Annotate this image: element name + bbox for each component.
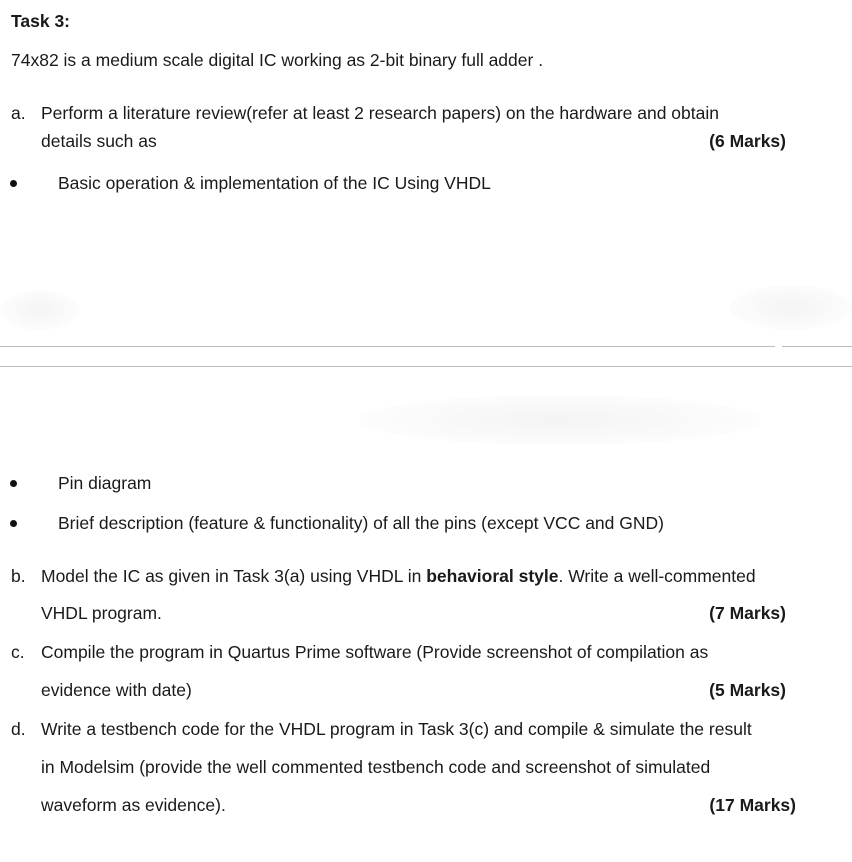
bullet-icon: [10, 520, 17, 527]
part-d-line2: in Modelsim (provide the well commented testbench code and screenshot of simulated: [41, 757, 711, 777]
part-d-marks: (17 Marks): [709, 795, 796, 815]
part-a-marker: a.: [11, 103, 26, 123]
part-b-line1-post: . Write a well-commented: [558, 566, 756, 586]
page-divider: [0, 366, 852, 367]
bullet-item-pin-diagram: Pin diagram: [58, 473, 152, 493]
scan-smudge: [360, 395, 760, 445]
page-divider: [0, 346, 775, 347]
part-b-line2: VHDL program.: [41, 603, 162, 623]
bullet-item-basic-operation: Basic operation & implementation of the IC Using VHDL: [58, 173, 491, 193]
part-b-line1-bold: behavioral style: [426, 566, 559, 586]
part-a-line1: Perform a literature review(refer at least 2 research papers) on the hardware and obtain: [41, 103, 719, 123]
part-b-marker: b.: [11, 566, 26, 586]
part-a-line2: details such as: [41, 131, 157, 151]
page-divider: [782, 346, 852, 347]
part-c-line2: evidence with date): [41, 680, 192, 700]
part-d-line3: waveform as evidence).: [41, 795, 226, 815]
task-title: Task 3:: [11, 11, 71, 31]
part-a-marks: (6 Marks): [709, 131, 786, 151]
intro-text: 74x82 is a medium scale digital IC working as 2-bit binary full adder .: [11, 50, 544, 70]
part-c-line1: Compile the program in Quartus Prime software (Provide screenshot of compilation as: [41, 642, 709, 662]
part-b-line1-pre: Model the IC as given in Task 3(a) using VHDL in: [41, 566, 427, 586]
part-b-line1: [41, 565, 756, 587]
part-c-marks: (5 Marks): [709, 680, 786, 700]
part-b-marks: (7 Marks): [709, 603, 786, 623]
part-c-marker: c.: [11, 642, 25, 662]
scan-smudge: [730, 285, 852, 330]
part-d-marker: d.: [11, 719, 26, 739]
bullet-icon: [10, 180, 17, 187]
part-d-line1: Write a testbench code for the VHDL program in Task 3(c) and compile & simulate the result: [41, 719, 752, 739]
bullet-icon: [10, 480, 17, 487]
bullet-item-pin-description: Brief description (feature & functionality) of all the pins (except VCC and GND): [58, 513, 664, 533]
scan-smudge: [0, 290, 80, 330]
